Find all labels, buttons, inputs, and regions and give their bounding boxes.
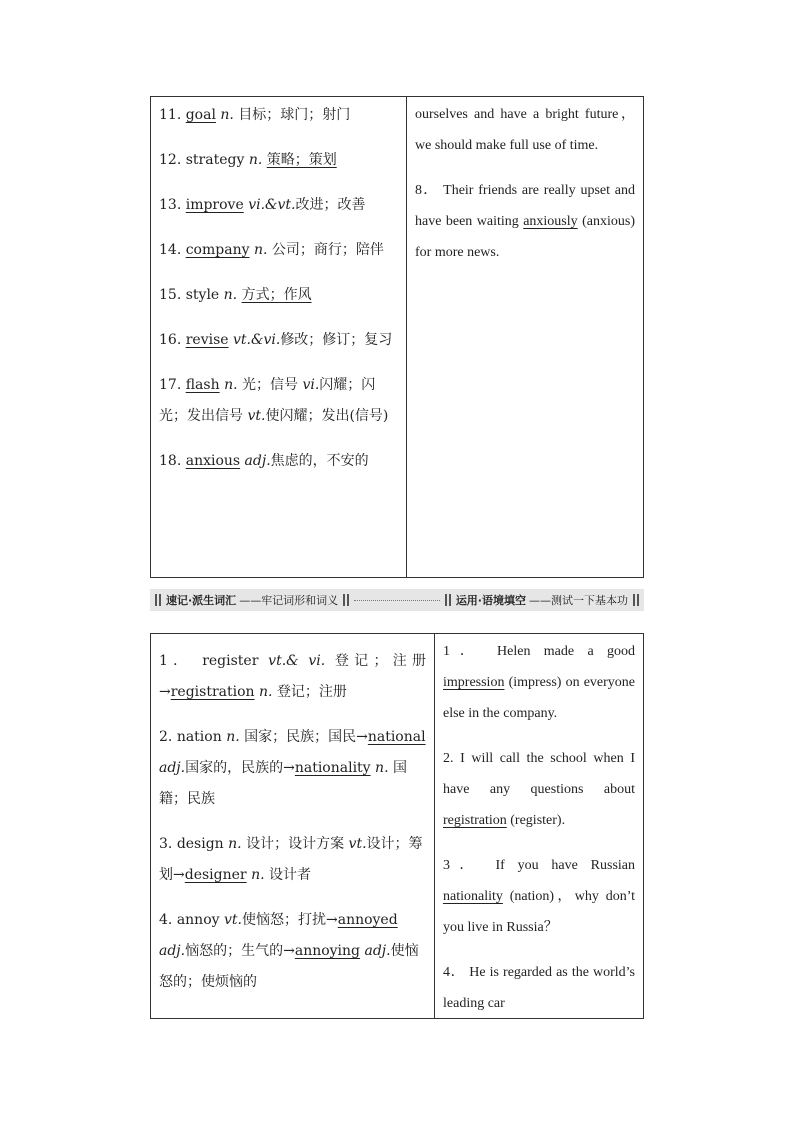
sentence-4: 4． He is regarded as the world’s leading car <box>443 965 635 1011</box>
banner-right-subtitle: ——测试一下基本功 <box>529 594 628 607</box>
arrow-icon: → <box>325 912 338 928</box>
derived-word: registration <box>170 684 255 700</box>
vocab-word: revise <box>185 332 229 348</box>
answer-blank: nationality <box>443 889 503 904</box>
vocab-word: improve <box>185 197 244 213</box>
derived-word: annoying <box>294 943 361 959</box>
banner-bar-icon <box>637 594 639 606</box>
banner-bar-icon <box>347 594 349 606</box>
section-banner <box>150 589 644 611</box>
derivative-entry-3: 3. design n. 设计；设计方案 vt.设计；筹划→designer n. 设计者 <box>159 836 423 883</box>
vocab-word: anxious <box>185 453 241 469</box>
derivative-entry-1: 1． register vt.& vi. 登记；注册 →registration n. 登记；注册 <box>159 653 427 700</box>
base-word: design <box>176 836 224 852</box>
banner-dotted-divider <box>354 599 440 601</box>
banner-bar-icon <box>155 594 157 606</box>
vocab-entry-12: 12. strategy n. 策略；策划 <box>159 152 337 168</box>
derived-word: annoyed <box>337 912 398 928</box>
answer-blank: anxiously <box>523 214 578 229</box>
banner-right-title: 运用·语境填空 <box>455 594 526 607</box>
derived-word: designer <box>184 867 247 883</box>
vocab-entry-14: 14. company n. 公司；商行；陪伴 <box>159 242 384 258</box>
vocab-entry-11: 11. goal n. 目标；球门；射门 <box>159 107 351 123</box>
derived-word: national <box>367 729 426 745</box>
sentence-8: 8． Their friends are really upset and have been waiting anxiously (anxious) for more news. <box>415 183 636 260</box>
vocab-word: company <box>185 242 250 258</box>
vocab-word: style <box>185 287 220 303</box>
sentence-1: 1． Helen made a good impression (impress) on everyone else in the company. <box>443 644 636 721</box>
banner-bar-icon <box>343 594 345 606</box>
base-word: register <box>202 653 259 669</box>
sentence-2: 2. I will call the school when I have any questions about registration (register). <box>443 751 636 828</box>
base-word: nation <box>176 729 222 745</box>
derived-word: nationality <box>294 760 371 776</box>
vocab-word: goal <box>185 107 216 123</box>
arrow-icon: → <box>356 729 368 745</box>
arrow-icon: → <box>283 760 295 776</box>
base-word: annoy <box>176 912 220 928</box>
top-table <box>150 96 644 578</box>
answer-blank: impression <box>443 675 505 690</box>
banner-bar-icon <box>159 594 161 606</box>
vocab-entry-13: 13. improve vi.&vt.改进；改善 <box>159 197 366 213</box>
vocab-word: flash <box>185 377 220 393</box>
arrow-icon: → <box>173 867 185 883</box>
derivative-entry-4: 4. annoy vt.使恼怒；打扰→annoyed adj.恼怒的；生气的→annoying adj.使恼怒的；使烦恼的 <box>159 912 419 990</box>
banner-left-title: 速记·派生词汇 <box>166 594 237 607</box>
arrow-icon: → <box>283 943 295 959</box>
vocab-word: strategy <box>185 152 245 168</box>
derivative-entry-2: 2. nation n. 国家；民族；国民→national adj.国家的，民族的→nationality n. 国籍；民族 <box>159 729 426 807</box>
banner-bar-icon <box>633 594 635 606</box>
banner-bar-icon <box>445 594 447 606</box>
banner-bar-icon <box>449 594 451 606</box>
answer-blank: registration <box>443 813 507 828</box>
bottom-left-column <box>151 634 435 1018</box>
vocab-entry-18: 18. anxious adj.焦虑的，不安的 <box>159 453 369 469</box>
arrow-icon: → <box>159 684 171 700</box>
top-right-column <box>407 97 643 577</box>
sentence-7-continued: ourselves and have a bright future，we should make full use of time. <box>415 107 635 153</box>
bottom-table <box>150 633 644 1019</box>
vocab-entry-17: 17. flash n. 光；信号 vi.闪耀；闪光；发出信号 vt.使闪耀；发出(信号) <box>159 377 389 424</box>
vocab-entry-15: 15. style n. 方式；作风 <box>159 287 312 303</box>
bottom-right-column <box>435 634 643 1018</box>
banner-left-subtitle: ——牢记词形和词义 <box>239 594 339 607</box>
sentence-3: 3． If you have Russian nationality (nation)，why don’t you live in Russia？ <box>443 858 636 935</box>
vocab-entry-16: 16. revise vt.&vi.修改；修订；复习 <box>159 332 393 348</box>
top-left-column <box>151 97 407 577</box>
